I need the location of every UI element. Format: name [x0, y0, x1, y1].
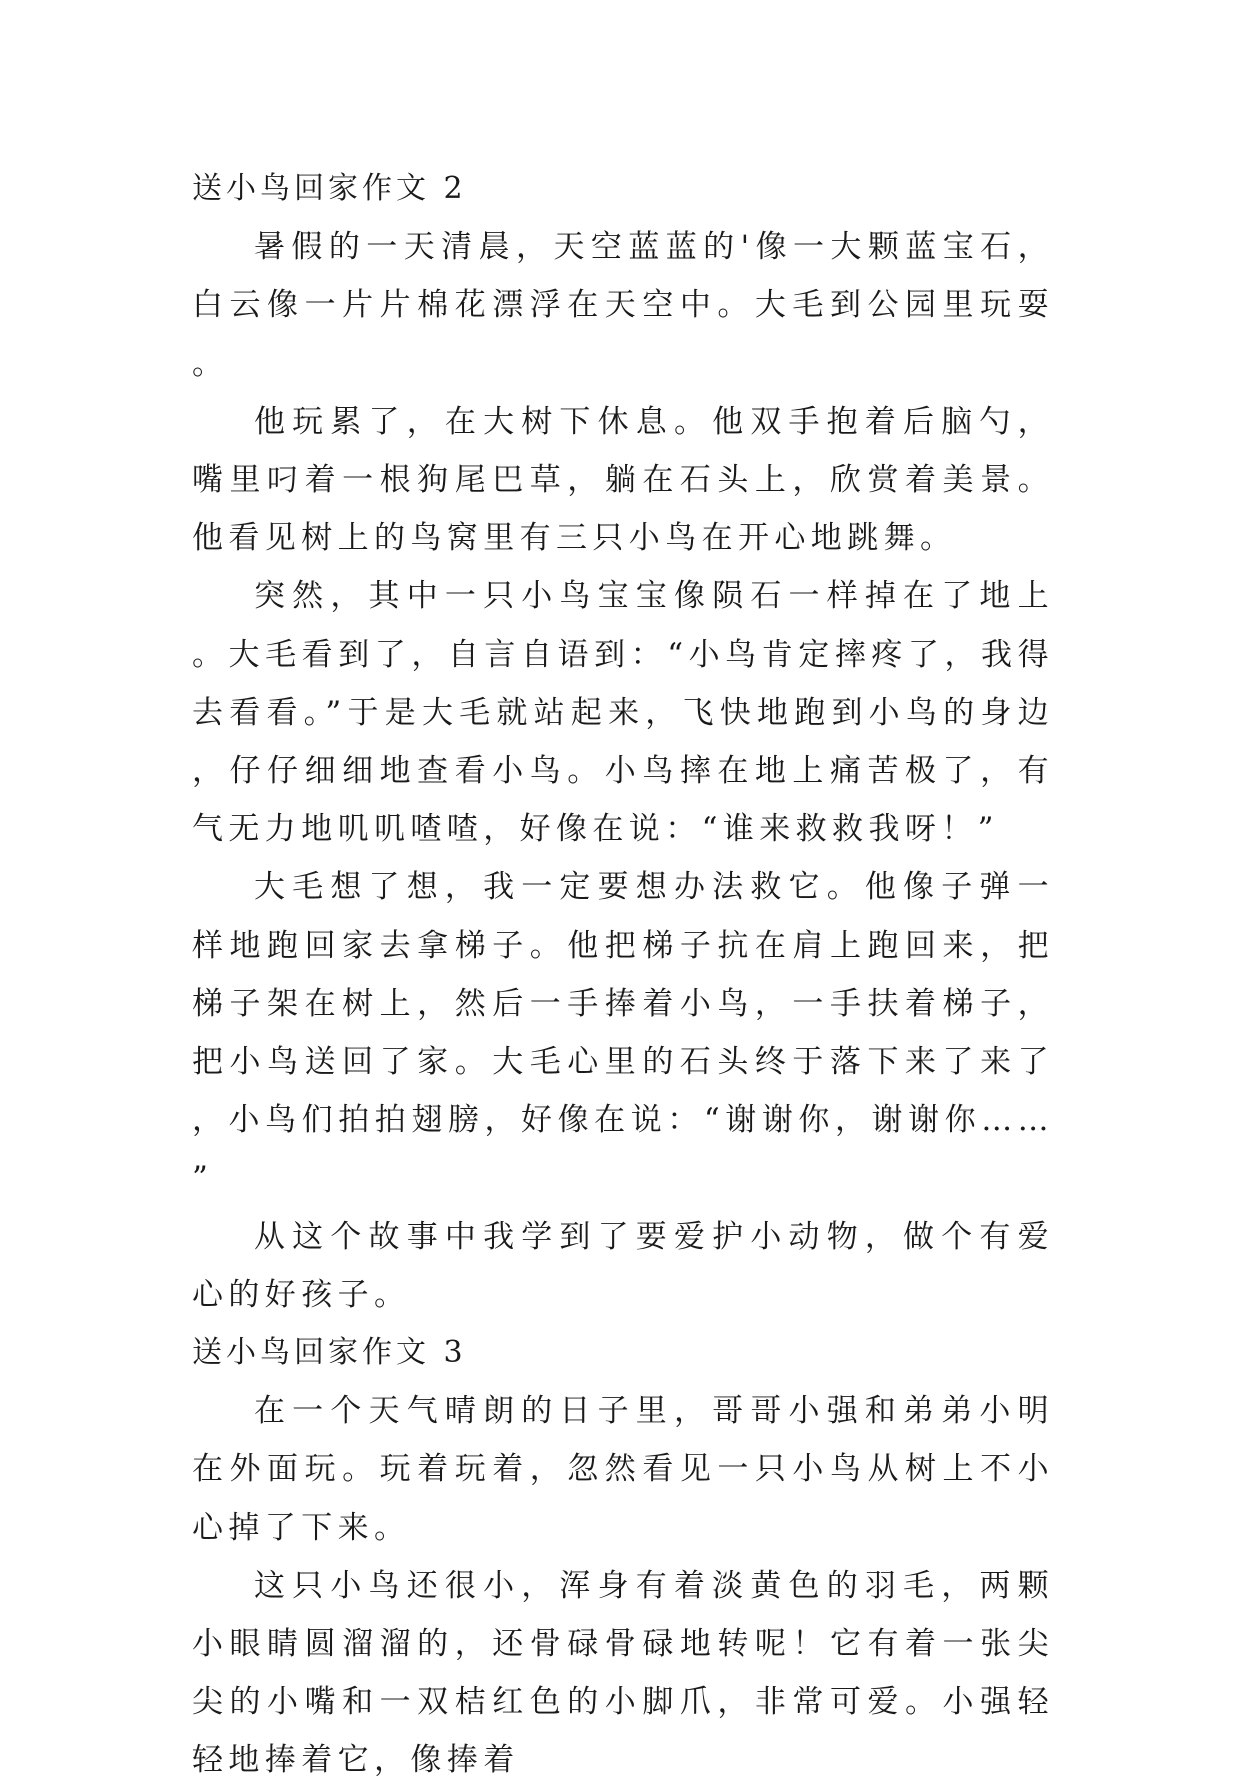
- paragraph: 这只小鸟还很小，浑身有着淡黄色的羽毛，两颗小眼睛圆溜溜的，还骨碌骨碌地转呢！它有着一张尖尖的小嘴和一双桔红色的小脚爪，非常可爱。小强轻轻地捧着它，像捧着: [192, 1567, 1054, 1779]
- paragraph: 突然，其中一只小鸟宝宝像陨石一样掉在了地上。大毛看到了，自言自语到：“小鸟肯定摔疼了，我得去看看。”于是大毛就站起来，飞快地跑到小鸟的身边，仔仔细细地查看小鸟。小鸟摔在地上痛苦极了，有气无力地叽叽喳喳，好像在说：“谁来救救我呀！”: [192, 578, 1054, 848]
- section-title: 送小鸟回家作文 2: [192, 171, 467, 206]
- paragraph: 暑假的一天清晨，天空蓝蓝的'像一大颗蓝宝石，白云像一片片棉花漂浮在天空中。大毛到公园里玩耍。: [192, 229, 1054, 382]
- document-body: [192, 160, 1054, 1790]
- paragraph: 大毛想了想，我一定要想办法救它。他像子弹一样地跑回家去拿梯子。他把梯子抗在肩上跑回来，把梯子架在树上，然后一手捧着小鸟，一手扶着梯子，把小鸟送回了家。大毛心里的石头终于落下来了来了，小鸟们拍拍翅膀，好像在说：“谢谢你，谢谢你……”: [192, 869, 1054, 1197]
- paragraph: 从这个故事中我学到了要爱护小动物，做个有爱心的好孩子。: [192, 1218, 1054, 1313]
- section-title: 送小鸟回家作文 3: [192, 1335, 467, 1371]
- paragraph: 在一个天气晴朗的日子里，哥哥小强和弟弟小明在外面玩。玩着玩着，忽然看见一只小鸟从树上不小心掉了下来。: [192, 1393, 1054, 1546]
- paragraph: 他玩累了，在大树下休息。他双手抱着后脑勺，嘴里叼着一根狗尾巴草，躺在石头上，欣赏着美景。他看见树上的鸟窝里有三只小鸟在开心地跳舞。: [192, 403, 1054, 557]
